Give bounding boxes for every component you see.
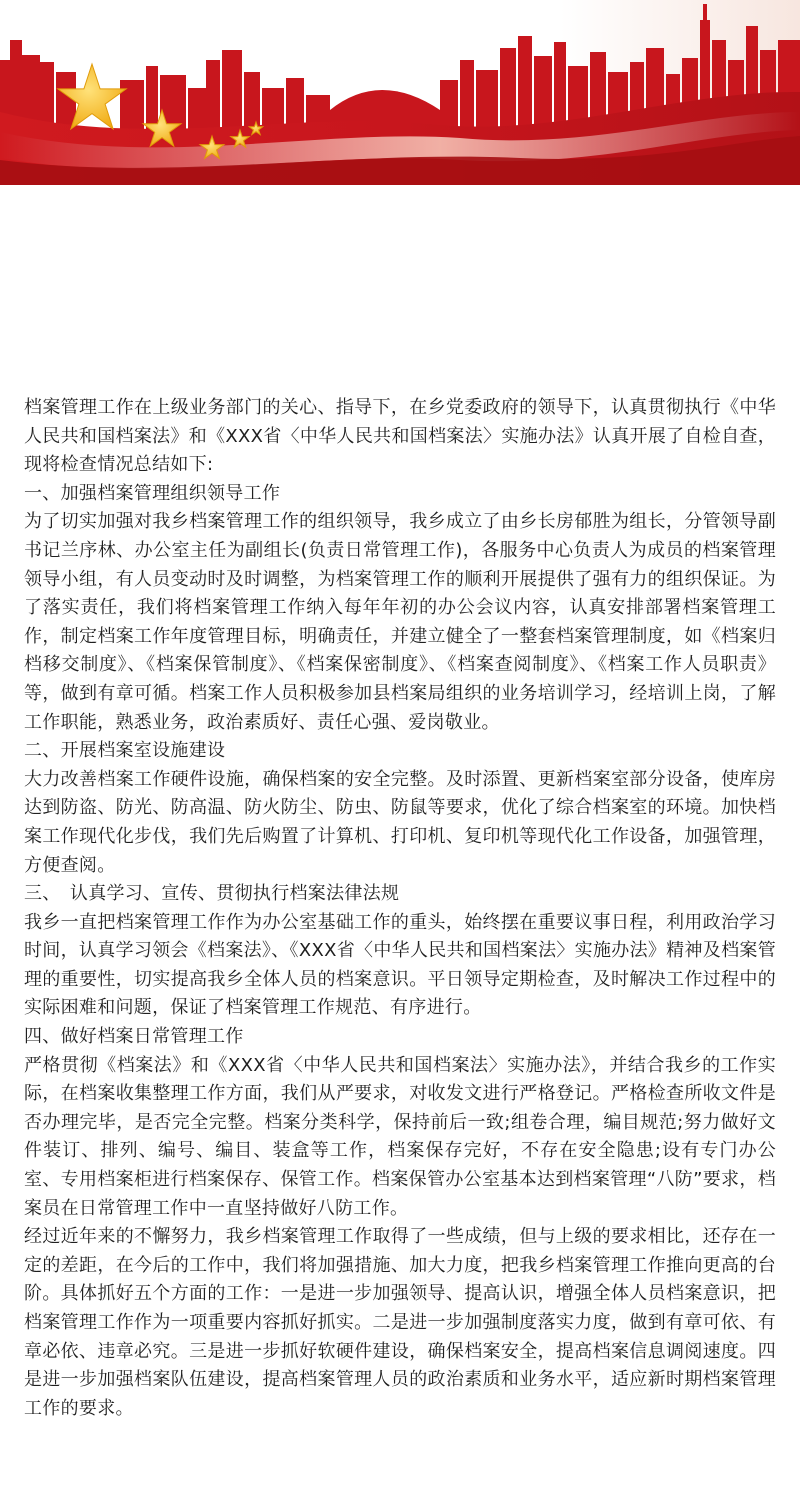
section-2-heading: 二、开展档案室设施建设 [24,740,226,762]
conclusion-paragraph: 经过近年来的不懈努力，我乡档案管理工作取得了一些成绩，但与上级的要求相比，还存在一定的差距，在今后的工作中，我们将加强措施、加大力度，把我乡档案管理工作推向更高的台阶。具体抓好五个方面的工作：一是进一步加强领导、提高认识，增强全体人员档案意识，把档案管理工作作为一项重要内容抓好抓实。二是进一步加强制度落实力度，做到有章可依、有章必依、违章必究。三是进一步抓好软硬件建设，确保档案安全，提高档案信息调阅速度。四是进一步加强档案队伍建设，提高档案管理人员的政治素质和业务水平，适应新时期档案管理工作的要求。 [24,1226,776,1419]
section-4-heading: 四、做好档案日常管理工作 [24,1026,244,1048]
header-banner [0,0,800,185]
section-3-body: 我乡一直把档案管理工作作为办公室基础工作的重头，始终摆在重要议事日程，利用政治学习时间，认真学习领会《档案法》、《XXX省〈中华人民共和国档案法〉实施办法》精神及档案管理的重要性，切实提高我乡全体人员的档案意识。平日领导定期检查，及时解决工作过程中的实际困难和问题，保证了档案管理工作规范、有序进行。 [24,911,776,1019]
intro-paragraph: 档案管理工作在上级业务部门的关心、指导下，在乡党委政府的领导下，认真贯彻执行《中华人民共和国档案法》和《XXX省〈中华人民共和国档案法〉实施办法》认真开展了自检自查，现将检查情况总结如下: [24,397,776,476]
city-skyline-illustration [0,0,800,185]
section-3-heading: 三、 认真学习、宣传、贯彻执行档案法律法规 [24,883,400,905]
document-body [24,394,776,1423]
section-2-body: 大力改善档案工作硬件设施，确保档案的安全完整。及时添置、更新档案室部分设备，使库房达到防盗、防光、防高温、防火防尘、防虫、防鼠等要求，优化了综合档案室的环境。加快档案工作现代化步伐，我们先后购置了计算机、打印机、复印机等现代化工作设备，加强管理，方便查阅。 [24,768,776,876]
section-1-heading: 一、加强档案管理组织领导工作 [24,482,281,504]
section-1-body: 为了切实加强对我乡档案管理工作的组织领导，我乡成立了由乡长房郁胜为组长，分管领导副书记兰序林、办公室主任为副组长(负责日常管理工作)，各服务中心负责人为成员的档案管理领导小组，有人员变动时及时调整，为档案管理工作的顺利开展提供了强有力的组织保证。为了落实责任，我们将档案管理工作纳入每年年初的办公会议内容，认真安排部署档案管理工作，制定档案工作年度管理目标，明确责任，并建立健全了一整套档案管理制度，如《档案归档移交制度》、《档案保管制度》、《档案保密制度》、《档案查阅制度》、《档案工作人员职责》等，做到有章可循。档案工作人员积极参加县档案局组织的业务培训学习，经培训上岗，了解工作职能，熟悉业务，政治素质好、责任心强、爱岗敬业。 [24,511,776,733]
section-4-body: 严格贯彻《档案法》和《XXX省〈中华人民共和国档案法〉实施办法》，并结合我乡的工作实际，在档案收集整理工作方面，我们从严要求，对收发文进行严格登记。严格检查所收文件是否办理完毕，是否完全完整。档案分类科学，保持前后一致;组卷合理，编目规范;努力做好文件装订、排列、编号、编目、装盒等工作，档案保存完好，不存在安全隐患;设有专门办公室、专用档案柜进行档案保存、保管工作。档案保管办公室基本达到档案管理“八防”要求，档案员在日常管理工作中一直坚持做好八防工作。 [24,1054,776,1219]
